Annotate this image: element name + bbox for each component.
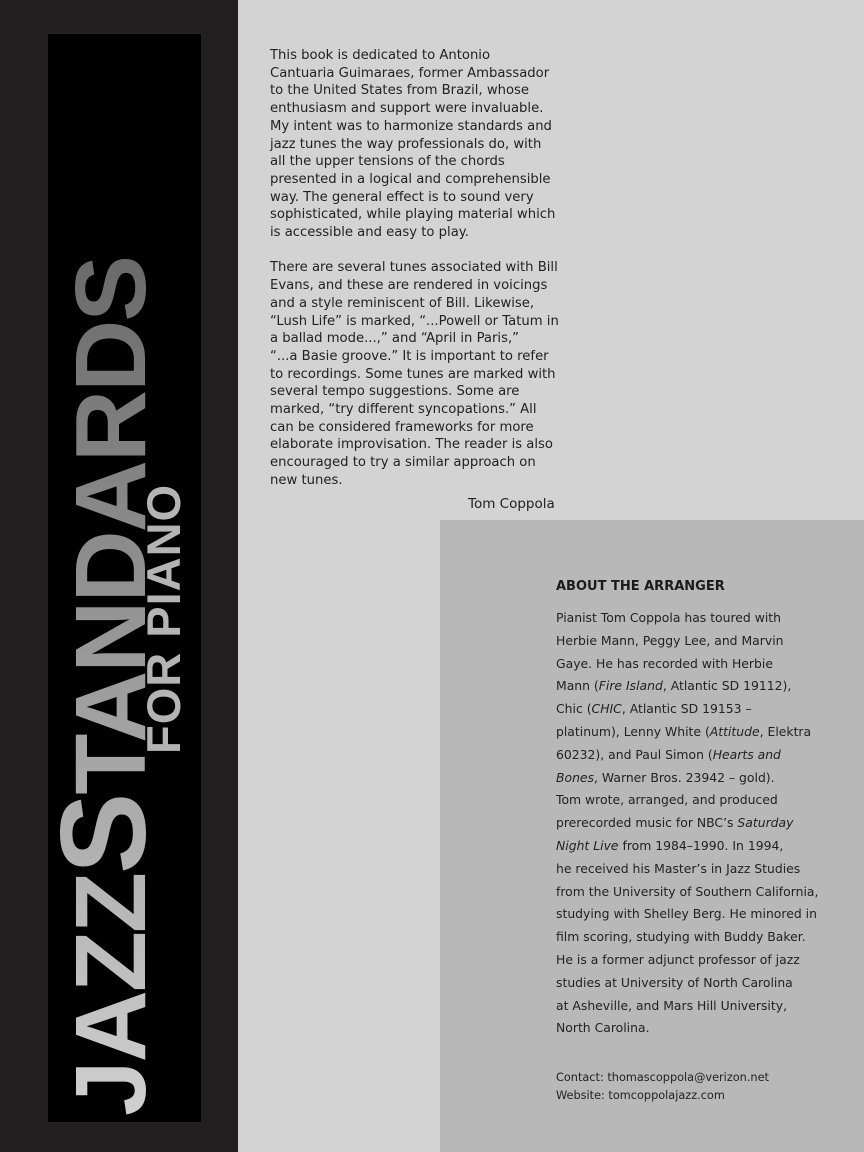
title-word-standards: TANDARDS [55, 256, 167, 795]
title-subtitle: FOR PIANO [137, 483, 190, 754]
text-line: sophisticated, while playing material which [270, 207, 556, 223]
cover-side-panel [0, 0, 238, 1152]
text-line: presented in a logical and comprehensible [270, 171, 551, 187]
text-line: 60232), and Paul Simon (Hearts and [556, 746, 781, 762]
text-line: encouraged to try a similar approach on [270, 455, 536, 471]
text-line: There are several tunes associated with Bill [270, 260, 558, 276]
text-line: Mann (Fire Island, Atlantic SD 19112), [556, 678, 792, 694]
text-line: is accessible and easy to play. [270, 225, 469, 241]
contact-website: Website: tomcoppolajazz.com [556, 1089, 725, 1102]
text-line: to recordings. Some tunes are marked with [270, 366, 556, 382]
text-line: elaborate improvisation. The reader is also [270, 437, 553, 453]
text-line: at Asheville, and Mars Hill University, [556, 997, 788, 1013]
text-line: Gaye. He has recorded with Herbie [556, 655, 773, 671]
text-line: a ballad mode...,” and “April in Paris,” [270, 331, 519, 347]
text-line: He is a former adjunct professor of jazz [556, 951, 800, 967]
text-line: studies at University of North Carolina [556, 974, 793, 990]
dedication-paragraph [270, 259, 560, 489]
text-line: Chic (CHIC, Atlantic SD 19153 – [556, 701, 752, 717]
text-line: North Carolina. [556, 1020, 650, 1036]
text-line: film scoring, studying with Buddy Baker. [556, 929, 806, 945]
text-line: Night Live from 1984–1990. In 1994, [556, 837, 784, 853]
text-line: “Lush Life” is marked, “...Powell or Tatum in [270, 313, 559, 329]
text-line: marked, “try different syncopations.” All [270, 402, 537, 418]
text-line: enthusiasm and support were invaluable. [270, 101, 544, 117]
text-line: studying with Shelley Berg. He minored in [556, 906, 817, 922]
dedication-text [270, 47, 560, 507]
contact-email: Contact: thomascoppola@verizon.net [556, 1071, 769, 1084]
text-line: new tunes. [270, 472, 343, 488]
text-line: “...a Basie groove.” It is important to refer [270, 348, 549, 364]
text-line: all the upper tensions of the chords [270, 154, 505, 170]
text-line: platinum), Lenny White (Attitude, Elektra [556, 723, 812, 739]
text-line: My intent was to harmonize standards and [270, 118, 552, 134]
text-line: Bones, Warner Bros. 23942 – gold). [556, 769, 775, 785]
title-strip [35, 34, 201, 1122]
text-line: Tom wrote, arranged, and produced [556, 792, 778, 808]
dedication-signature: Tom Coppola [468, 496, 555, 512]
text-line: way. The general effect is to sound very [270, 189, 534, 205]
title-word-jazz: JAZZ [55, 874, 167, 1116]
text-line: Pianist Tom Coppola has toured with [556, 610, 782, 625]
text-line: Herbie Mann, Peggy Lee, and Marvin [556, 632, 784, 648]
text-line: This book is dedicated to Antonio [270, 48, 491, 63]
text-line: from the University of Southern California, [556, 883, 819, 899]
about-heading: ABOUT THE ARRANGER [556, 579, 725, 594]
text-line: jazz tunes the way professionals do, with [270, 136, 542, 152]
book-title [35, 34, 201, 1122]
contact-info [556, 1069, 769, 1105]
title-initial-s: S [35, 794, 171, 874]
text-line: can be considered frameworks for more [270, 419, 534, 435]
text-line: several tempo suggestions. Some are [270, 384, 520, 400]
about-body [556, 607, 818, 1040]
dedication-paragraph [270, 47, 560, 242]
text-line: prerecorded music for NBC’s Saturday [556, 815, 794, 831]
text-line: to the United States from Brazil, whose [270, 83, 530, 99]
text-line: and a style reminiscent of Bill. Likewise, [270, 295, 535, 311]
text-line: Evans, and these are rendered in voicings [270, 278, 548, 294]
text-line: he received his Master’s in Jazz Studies [556, 860, 801, 876]
text-line: Cantuaria Guimaraes, former Ambassador [270, 65, 550, 81]
